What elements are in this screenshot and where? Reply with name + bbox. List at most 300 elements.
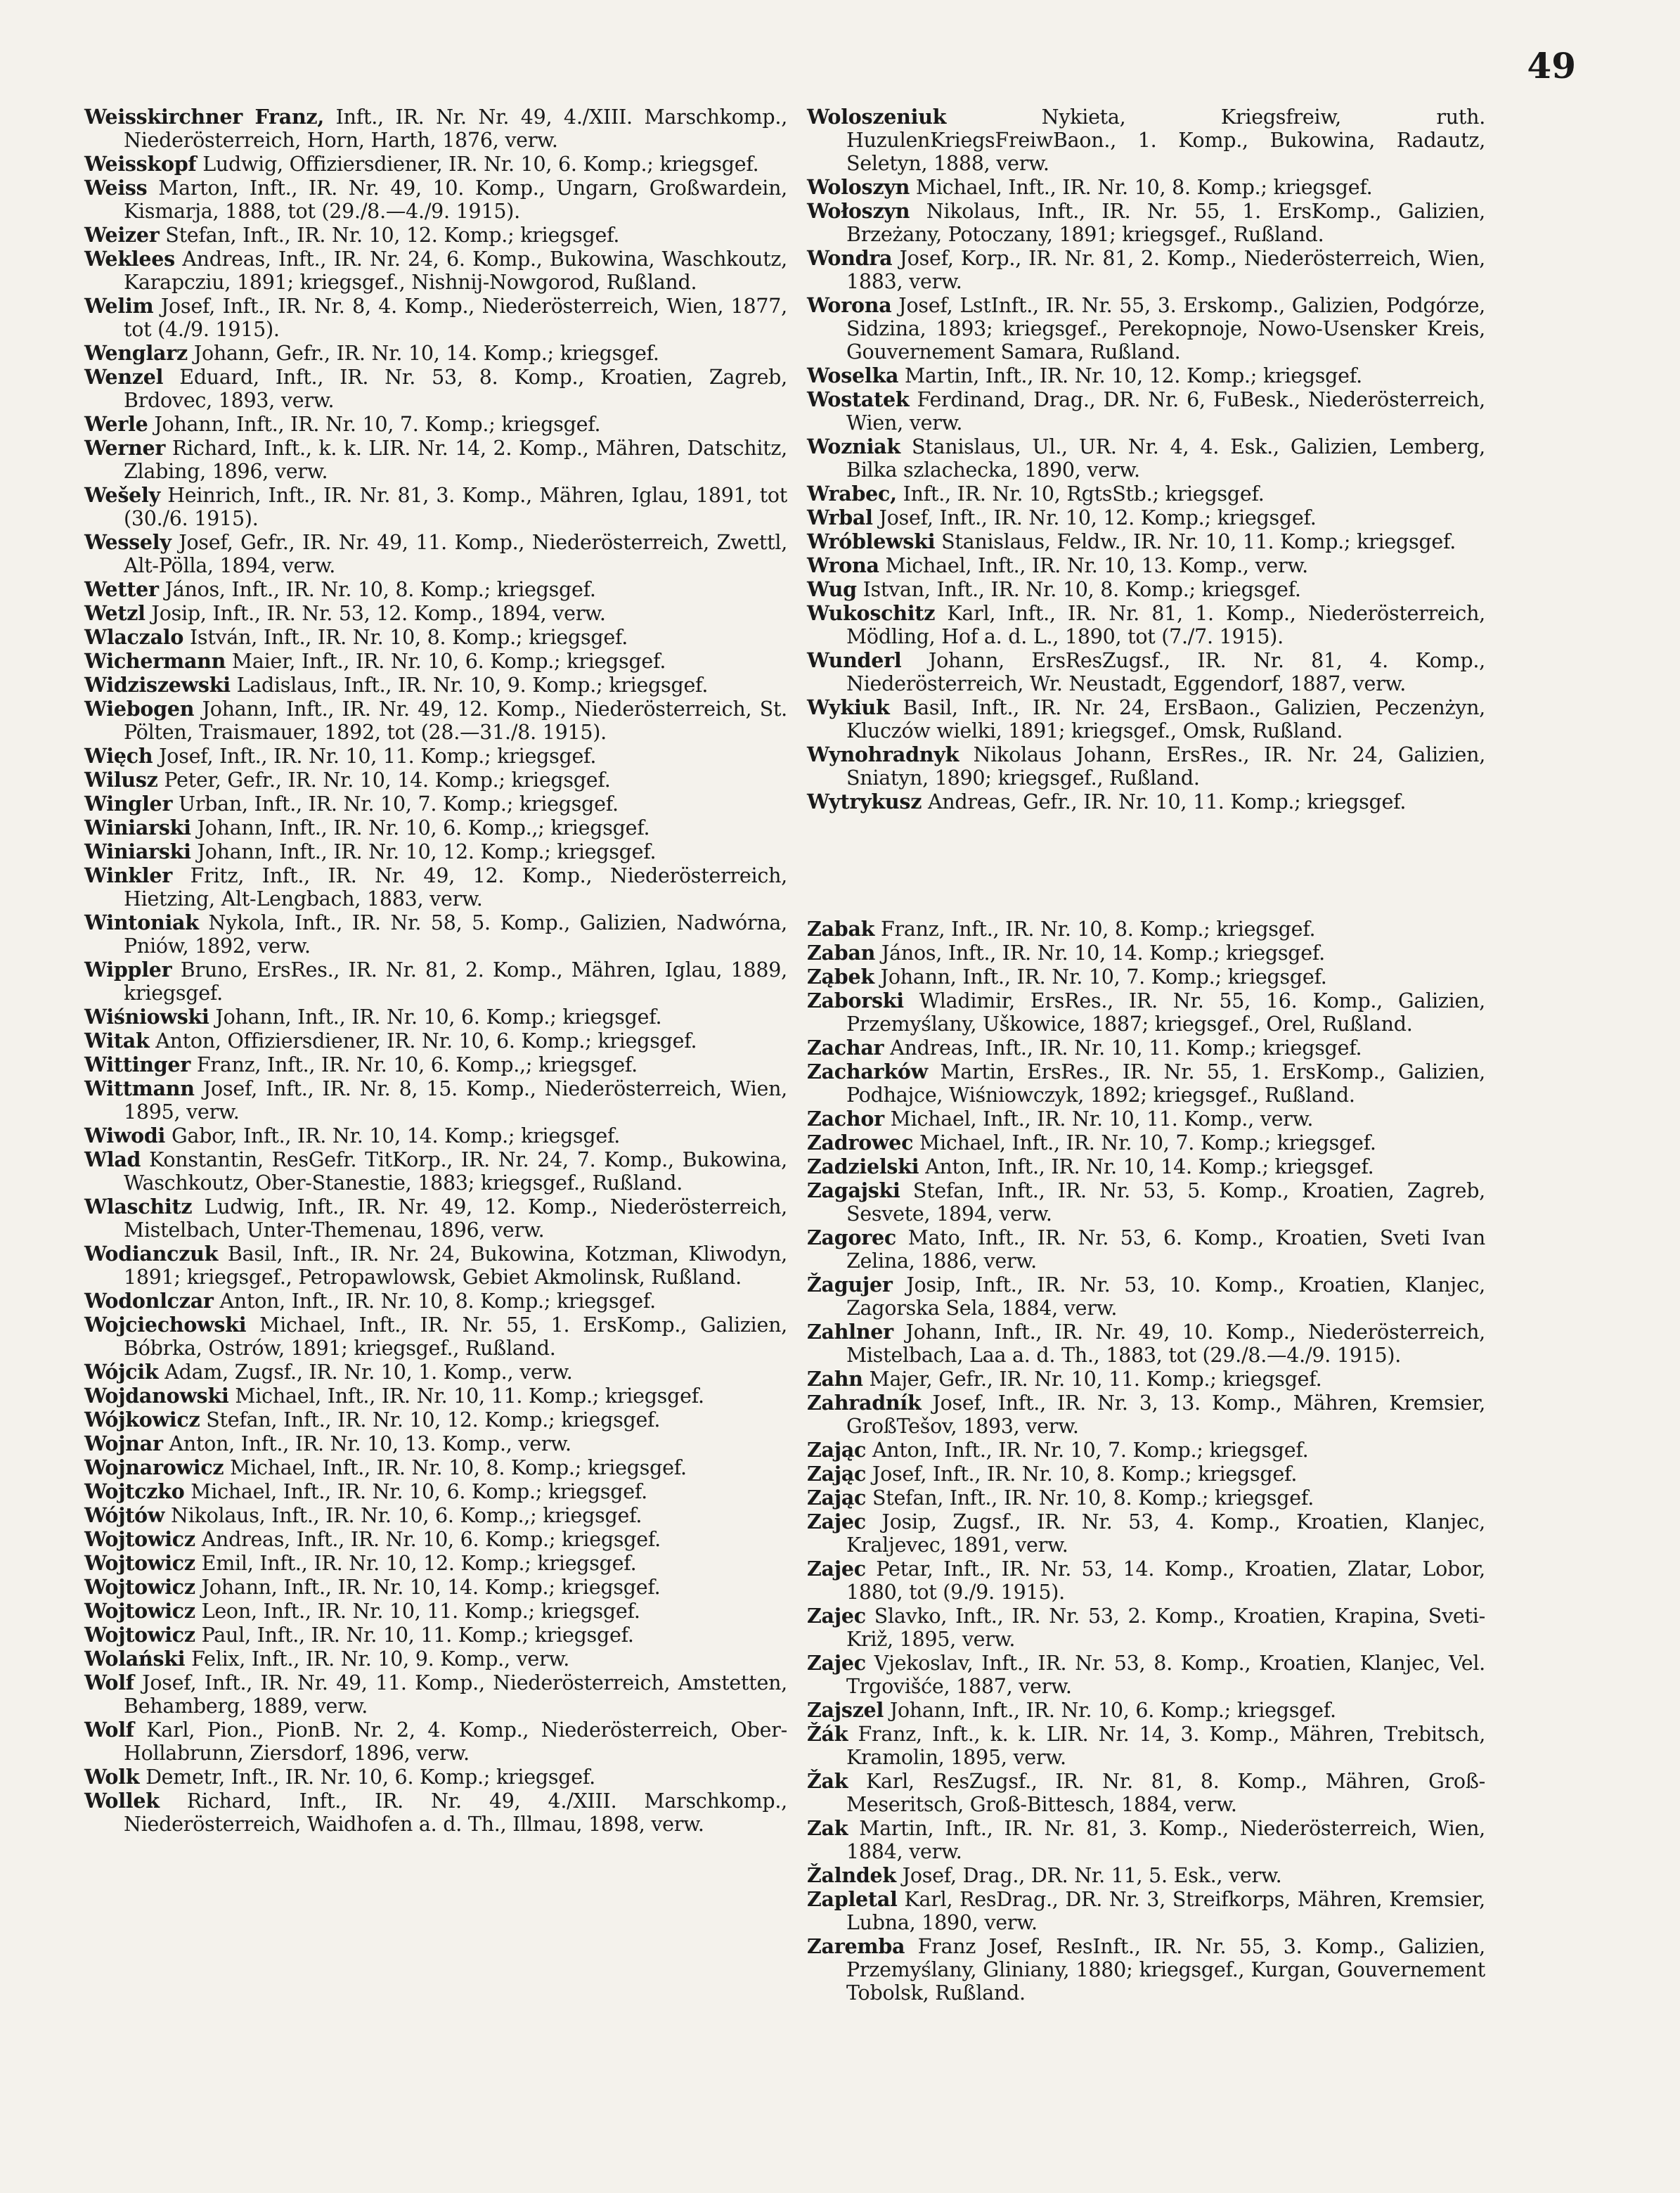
page-number: 49 xyxy=(1527,45,1576,86)
entry-details: Josip, Zugsf., IR. Nr. 53, 4. Komp., Kroatien, Klanjec, Kraljevec, 1891, verw. xyxy=(846,1510,1485,1557)
entry-details: Ladislaus, Inft., IR. Nr. 10, 9. Komp.; kriegsgef. xyxy=(230,674,709,697)
right-column-top xyxy=(807,105,1485,814)
list-entry xyxy=(807,247,1485,293)
entry-surname: Zaborski xyxy=(807,989,904,1012)
list-entry xyxy=(84,1124,787,1147)
list-entry xyxy=(84,1789,787,1836)
entry-surname: Wrbal xyxy=(807,506,873,529)
entry-surname: Wodianczuk xyxy=(84,1242,219,1266)
entry-details: Anton, Inft., IR. Nr. 10, 13. Komp., verw. xyxy=(162,1432,571,1455)
entry-details: Johann, Inft., IR. Nr. 10, 6. Komp.,; kriegsgef. xyxy=(190,816,650,840)
entry-surname: Zajec xyxy=(807,1510,866,1533)
entry-details: Michael, Inft., IR. Nr. 10, 6. Komp.; kriegsgef. xyxy=(184,1480,647,1503)
list-entry xyxy=(84,1718,787,1765)
entry-details: Martin, ErsRes., IR. Nr. 55, 1. ErsKomp., Galizien, Podhajce, Wiśniowczyk, 1892; kriegsgef., Rußland. xyxy=(846,1060,1485,1107)
entry-details: Leon, Inft., IR. Nr. 10, 11. Komp.; kriegsgef. xyxy=(195,1600,640,1623)
list-entry xyxy=(84,366,787,412)
entry-surname: Werle xyxy=(84,412,148,436)
list-entry xyxy=(807,1864,1485,1887)
entry-details: Nykola, Inft., IR. Nr. 58, 5. Komp., Galizien, Nadwórna, Pniów, 1892, verw. xyxy=(124,911,787,958)
list-entry xyxy=(84,1361,787,1384)
entry-details: Johann, Inft., IR. Nr. 10, 6. Komp.; kriegsgef. xyxy=(209,1005,662,1029)
entry-details: Peter, Gefr., IR. Nr. 10, 14. Komp.; kriegsgef. xyxy=(157,768,611,792)
list-entry xyxy=(84,153,787,176)
list-entry xyxy=(84,531,787,577)
list-entry xyxy=(84,864,787,911)
list-entry xyxy=(84,1671,787,1718)
entry-surname: Wessely xyxy=(84,530,172,554)
entry-surname: Wostatek xyxy=(807,387,910,411)
entry-details: Gabor, Inft., IR. Nr. 10, 14. Komp.; kriegsgef. xyxy=(165,1124,621,1147)
entry-surname: Zadrowec xyxy=(807,1131,914,1155)
list-entry xyxy=(807,1699,1485,1722)
entry-surname: Wittinger xyxy=(84,1053,191,1076)
entry-details: Johann, Inft., IR. Nr. 10, 12. Komp.; kriegsgef. xyxy=(190,840,657,863)
entry-details: Josef, Inft., IR. Nr. 8, 15. Komp., Niederösterreich, Wien, 1895, verw. xyxy=(124,1077,787,1124)
entry-surname: Žagujer xyxy=(807,1273,893,1297)
list-entry xyxy=(84,840,787,863)
entry-surname: Zaremba xyxy=(807,1934,905,1958)
entry-surname: Wojdanowski xyxy=(84,1384,229,1408)
entry-surname: Zahn xyxy=(807,1367,863,1391)
list-entry xyxy=(84,1053,787,1076)
entry-details: Wladimir, ErsRes., IR. Nr. 55, 16. Komp., Galizien, Przemyślany, Uškowice, 1887; kriegsgef., Orel, Rußland. xyxy=(846,989,1485,1036)
entry-details: Johann, Inft., IR. Nr. 49, 12. Komp., Niederösterreich, St. Pölten, Traismauer, 1892, tot (28.—31./8. 1915). xyxy=(124,697,787,744)
entry-surname: Zachor xyxy=(807,1107,884,1131)
entry-details: Karl, Pion., PionB. Nr. 2, 4. Komp., Niederösterreich, Ober-Hollabrunn, Ziersdorf, 1896, verw. xyxy=(124,1718,787,1765)
entry-surname: Zak xyxy=(807,1816,848,1840)
list-entry xyxy=(807,435,1485,482)
list-entry xyxy=(807,482,1485,506)
list-entry xyxy=(84,1576,787,1599)
list-entry xyxy=(84,105,787,152)
list-entry xyxy=(807,1107,1485,1131)
list-entry xyxy=(807,1391,1485,1438)
entry-surname: Weklees xyxy=(84,247,175,271)
entry-details: Stanislaus, Ul., UR. Nr. 4, 4. Esk., Galizien, Lemberg, Bilka szlachecka, 1890, verw. xyxy=(846,435,1485,482)
list-entry xyxy=(84,1456,787,1479)
entry-surname: Woloszyn xyxy=(807,175,910,199)
entry-surname: Wojtowicz xyxy=(84,1527,195,1551)
list-entry xyxy=(807,1131,1485,1155)
list-entry xyxy=(84,816,787,840)
entry-details: Michael, Inft., IR. Nr. 55, 1. ErsKomp., Galizien, Bóbrka, Ostrów, 1891; kriegsgef., Rußland. xyxy=(124,1313,787,1360)
entry-surname: Wójkowicz xyxy=(84,1408,200,1432)
entry-details: Josef, Inft., IR. Nr. 10, 11. Komp.; kriegsgef. xyxy=(153,745,597,768)
entry-surname: Wolk xyxy=(84,1765,140,1789)
list-entry xyxy=(84,674,787,697)
list-entry xyxy=(807,918,1485,941)
list-entry xyxy=(84,745,787,768)
entry-details: Mato, Inft., IR. Nr. 53, 6. Komp., Kroatien, Sveti Ivan Zelina, 1886, verw. xyxy=(846,1226,1485,1273)
entry-details: Urban, Inft., IR. Nr. 10, 7. Komp.; kriegsgef. xyxy=(172,792,619,816)
entry-details: Marton, Inft., IR. Nr. 49, 10. Komp., Ungarn, Großwardein, Kismarja, 1888, tot (29./8.—4./9. 1915). xyxy=(124,176,787,223)
list-entry xyxy=(84,1148,787,1195)
entry-surname: Wingler xyxy=(84,792,173,816)
list-entry xyxy=(807,989,1485,1036)
entry-details: Anton, Inft., IR. Nr. 10, 8. Komp.; kriegsgef. xyxy=(213,1290,656,1313)
entry-details: Slavko, Inft., IR. Nr. 53, 2. Komp., Kroatien, Krapina, Sveti-Križ, 1895, verw. xyxy=(846,1604,1485,1651)
entry-details: Josef, Inft., IR. Nr. 8, 4. Komp., Niederösterreich, Wien, 1877, tot (4./9. 1915). xyxy=(124,295,787,341)
list-entry xyxy=(84,697,787,744)
entry-details: Josef, Drag., DR. Nr. 11, 5. Esk., verw. xyxy=(896,1864,1282,1887)
list-entry xyxy=(807,1036,1485,1060)
list-entry xyxy=(84,1005,787,1029)
list-entry xyxy=(84,1195,787,1242)
entry-details: Michael, Inft., IR. Nr. 10, 8. Komp.; kriegsgef. xyxy=(910,176,1373,199)
list-entry xyxy=(84,1552,787,1575)
list-entry xyxy=(84,1408,787,1432)
list-entry xyxy=(84,413,787,436)
entry-surname: Wojtowicz xyxy=(84,1623,195,1647)
entry-surname: Wołoszyn xyxy=(807,199,910,223)
entry-details: Paul, Inft., IR. Nr. 10, 11. Komp.; kriegsgef. xyxy=(195,1623,634,1647)
entry-surname: Zajszel xyxy=(807,1698,884,1722)
entry-surname: Wetter xyxy=(84,577,159,601)
entry-details: Felix, Inft., IR. Nr. 10, 9. Komp., verw. xyxy=(185,1647,569,1671)
entry-details: Karl, ResZugsf., IR. Nr. 81, 8. Komp., Mähren, Groß-Meseritsch, Groß-Bittesch, 1884, verw. xyxy=(846,1770,1485,1816)
list-entry xyxy=(807,743,1485,790)
list-entry xyxy=(807,1888,1485,1934)
list-entry xyxy=(84,958,787,1005)
entry-details: Inft., IR. Nr. Nr. 49, 4./XIII. Marschkomp., Niederösterreich, Horn, Harth, 1876, verw. xyxy=(124,105,788,152)
entry-surname: Welim xyxy=(84,294,154,318)
entry-details: Bruno, ErsRes., IR. Nr. 81, 2. Komp., Mähren, Iglau, 1889, kriegsgef. xyxy=(124,958,787,1005)
list-entry xyxy=(84,650,787,673)
list-entry xyxy=(84,1647,787,1671)
entry-surname: Žalndek xyxy=(807,1863,896,1887)
entry-surname: Woloszeniuk xyxy=(807,105,947,129)
list-entry xyxy=(84,1766,787,1789)
entry-surname: Wrabec, xyxy=(807,482,897,506)
entry-details: Andreas, Inft., IR. Nr. 24, 6. Komp., Bukowina, Waschkoutz, Karapcziu, 1891; kriegsgef., Nishnij-Nowgorod, Rußland. xyxy=(124,247,787,294)
entry-surname: Wodonlczar xyxy=(84,1289,214,1313)
list-entry xyxy=(84,792,787,816)
list-entry xyxy=(84,176,787,223)
entry-surname: Wojnarowicz xyxy=(84,1455,224,1479)
list-entry xyxy=(807,1320,1485,1367)
entry-details: János, Inft., IR. Nr. 10, 8. Komp.; kriegsgef. xyxy=(158,578,596,601)
entry-details: Anton, Offiziersdiener, IR. Nr. 10, 6. Komp.; kriegsgef. xyxy=(149,1029,697,1053)
entry-details: Franz, Inft., IR. Nr. 10, 6. Komp.,; kriegsgef. xyxy=(190,1053,638,1076)
entry-details: Johann, Inft., IR. Nr. 49, 10. Komp., Niederösterreich, Mistelbach, Laa a. d. Th., 1883, tot (29./8.—4./9. 1915). xyxy=(846,1320,1485,1367)
entry-surname: Zahradník xyxy=(807,1391,922,1415)
entry-surname: Wittmann xyxy=(84,1076,195,1100)
entry-details: Karl, ResDrag., DR. Nr. 3, Streifkorps, Mähren, Kremsier, Lubna, 1890, verw. xyxy=(846,1888,1485,1934)
entry-surname: Zagajski xyxy=(807,1178,900,1202)
entry-details: Nykieta, Kriegsfreiw, ruth. HuzulenKriegsFreiwBaon., 1. Komp., Bukowina, Radautz, Seletyn, 1888, verw. xyxy=(846,105,1485,175)
list-entry xyxy=(807,1510,1485,1557)
entry-surname: Zając xyxy=(807,1462,867,1486)
entry-details: Emil, Inft., IR. Nr. 10, 12. Komp.; kriegsgef. xyxy=(195,1552,637,1575)
entry-details: Franz Josef, ResInft., IR. Nr. 55, 3. Komp., Galizien, Przemyślany, Gliniany, 1880; kriegsgef., Kurgan, Gouvernement Tobolsk, Rußland. xyxy=(846,1935,1485,2005)
list-entry xyxy=(84,1480,787,1503)
entry-surname: Žák xyxy=(807,1722,848,1746)
entry-details: Nikolaus, Inft., IR. Nr. 55, 1. ErsKomp., Galizien, Brzeżany, Potoczany, 1891; kriegsgef., Rußland. xyxy=(846,200,1485,246)
entry-surname: Weizer xyxy=(84,223,160,247)
entry-surname: Wynohradnyk xyxy=(807,742,959,766)
entry-surname: Wintoniak xyxy=(84,911,199,934)
entry-surname: Wondra xyxy=(807,246,893,270)
entry-details: Andreas, Inft., IR. Nr. 10, 11. Komp.; kriegsgef. xyxy=(884,1036,1362,1060)
entry-surname: Wójcik xyxy=(84,1360,159,1384)
entry-details: Ludwig, Offiziersdiener, IR. Nr. 10, 6. Komp.; kriegsgef. xyxy=(196,153,759,176)
entry-surname: Wojtczko xyxy=(84,1479,185,1503)
list-entry xyxy=(84,247,787,294)
entry-surname: Wunderl xyxy=(807,648,902,672)
entry-surname: Woselka xyxy=(807,364,899,387)
list-entry xyxy=(84,602,787,625)
list-entry xyxy=(84,1504,787,1527)
entry-surname: Wukoschitz xyxy=(807,601,936,625)
entry-surname: Wenglarz xyxy=(84,341,188,365)
entry-details: Nikolaus, Inft., IR. Nr. 10, 6. Komp.,; kriegsgef. xyxy=(164,1504,642,1527)
list-entry xyxy=(807,554,1485,577)
entry-surname: Wróblewski xyxy=(807,529,936,553)
entry-surname: Wiwodi xyxy=(84,1124,166,1147)
list-entry xyxy=(84,1528,787,1551)
list-entry xyxy=(84,1600,787,1623)
entry-surname: Zadzielski xyxy=(807,1155,919,1178)
entry-details: Richard, Inft., IR. Nr. 49, 4./XIII. Marschkomp., Niederösterreich, Waidhofen a. d. Th., Illmau, 1898, verw. xyxy=(124,1789,787,1836)
entry-surname: Wiebogen xyxy=(84,697,195,721)
list-entry xyxy=(84,484,787,530)
entry-details: Eduard, Inft., IR. Nr. 53, 8. Komp., Kroatien, Zagreb, Brdovec, 1893, verw. xyxy=(124,366,787,412)
entry-details: Josef, Inft., IR. Nr. 49, 11. Komp., Niederösterreich, Amstetten, Behamberg, 1889, verw. xyxy=(124,1671,787,1718)
entry-surname: Zahlner xyxy=(807,1320,893,1344)
list-entry xyxy=(807,1486,1485,1510)
entry-surname: Wykiuk xyxy=(807,695,890,719)
list-entry xyxy=(807,364,1485,387)
list-entry xyxy=(807,1817,1485,1863)
list-entry xyxy=(807,506,1485,529)
entry-details: Inft., IR. Nr. 10, RgtsStb.; kriegsgef. xyxy=(896,482,1265,506)
entry-surname: Žak xyxy=(807,1769,848,1793)
entry-surname: Wiśniowski xyxy=(84,1005,209,1029)
list-entry xyxy=(807,649,1485,695)
entry-details: Josef, Gefr., IR. Nr. 49, 11. Komp., Niederösterreich, Zwettl, Alt-Pölla, 1894, verw. xyxy=(124,531,787,577)
entry-surname: Wojtowicz xyxy=(84,1599,195,1623)
entry-details: Stefan, Inft., IR. Nr. 10, 12. Komp.; kriegsgef. xyxy=(159,224,620,247)
entry-details: Demetr, Inft., IR. Nr. 10, 6. Komp.; kriegsgef. xyxy=(139,1766,595,1789)
list-entry xyxy=(807,941,1485,965)
list-entry xyxy=(84,1077,787,1124)
entry-surname: Zagorec xyxy=(807,1226,896,1249)
entry-surname: Wichermann xyxy=(84,649,226,673)
list-entry xyxy=(807,1273,1485,1320)
entry-surname: Weisskopf xyxy=(84,152,197,176)
list-entry xyxy=(807,1462,1485,1486)
list-entry xyxy=(807,578,1485,601)
entry-details: Michael, Inft., IR. Nr. 10, 7. Komp.; kriegsgef. xyxy=(913,1131,1376,1155)
entry-surname: Weisskirchner Franz, xyxy=(84,105,325,129)
entry-details: Michael, Inft., IR. Nr. 10, 8. Komp.; kriegsgef. xyxy=(224,1456,687,1479)
entry-surname: Weiss xyxy=(84,176,148,200)
entry-details: Michael, Inft., IR. Nr. 10, 11. Komp., verw. xyxy=(884,1107,1314,1131)
entry-surname: Więch xyxy=(84,744,153,768)
entry-details: Johann, Inft., IR. Nr. 10, 7. Komp.; kriegsgef. xyxy=(148,413,601,436)
entry-details: Nikolaus Johann, ErsRes., IR. Nr. 24, Galizien, Sniatyn, 1890; kriegsgef., Rußland. xyxy=(846,743,1485,790)
entry-surname: Zajec xyxy=(807,1557,866,1581)
entry-surname: Wlad xyxy=(84,1147,141,1171)
list-entry xyxy=(84,1432,787,1455)
list-entry xyxy=(807,1155,1485,1178)
entry-details: Josef, Inft., IR. Nr. 10, 8. Komp.; kriegsgef. xyxy=(866,1462,1298,1486)
entry-surname: Wójtów xyxy=(84,1503,165,1527)
entry-details: Johann, Gefr., IR. Nr. 10, 14. Komp.; kriegsgef. xyxy=(187,342,659,365)
entry-details: Franz, Inft., IR. Nr. 10, 8. Komp.; kriegsgef. xyxy=(874,918,1316,941)
list-entry xyxy=(807,1604,1485,1651)
list-entry xyxy=(807,965,1485,989)
entry-details: Josef, LstInft., IR. Nr. 55, 3. Erskomp., Galizien, Podgórze, Sidzina, 1893; kriegsgef., Perekopnoje, Nowo-Usensker Kreis, Gouvernement Samara, Rußland. xyxy=(846,294,1485,364)
list-entry xyxy=(807,696,1485,742)
list-entry xyxy=(84,626,787,649)
entry-details: Johann, Inft., IR. Nr. 10, 6. Komp.; kriegsgef. xyxy=(884,1699,1336,1722)
entry-surname: Winiarski xyxy=(84,816,191,840)
entry-details: Franz, Inft., k. k. LIR. Nr. 14, 3. Komp., Mähren, Trebitsch, Kramolin, 1895, verw. xyxy=(846,1723,1485,1769)
entry-surname: Wojtowicz xyxy=(84,1575,195,1599)
entry-details: Johann, ErsResZugsf., IR. Nr. 81, 4. Komp., Niederösterreich, Wr. Neustadt, Eggendorf, 1887, verw. xyxy=(846,649,1485,695)
list-entry xyxy=(807,1770,1485,1816)
entry-surname: Wlaschitz xyxy=(84,1195,193,1218)
entry-details: Andreas, Gefr., IR. Nr. 10, 11. Komp.; kriegsgef. xyxy=(922,790,1407,813)
entry-details: Istvan, Inft., IR. Nr. 10, 8. Komp.; kriegsgef. xyxy=(856,578,1301,601)
entry-surname: Winiarski xyxy=(84,840,191,863)
entry-details: Anton, Inft., IR. Nr. 10, 14. Komp.; kriegsgef. xyxy=(919,1155,1374,1178)
list-entry xyxy=(84,1242,787,1289)
list-entry xyxy=(84,1623,787,1647)
entry-surname: Zabak xyxy=(807,917,875,941)
list-entry xyxy=(807,105,1485,175)
entry-details: Heinrich, Inft., IR. Nr. 81, 3. Komp., Mähren, Iglau, 1891, tot (30./6. 1915). xyxy=(124,484,787,530)
list-entry xyxy=(84,578,787,601)
entry-surname: Werner xyxy=(84,436,166,460)
entry-details: Basil, Inft., IR. Nr. 24, ErsBaon., Galizien, Peczenżyn, Kluczów wielki, 1891; kriegsgef., Omsk, Rußland. xyxy=(846,696,1485,742)
entry-surname: Wojtowicz xyxy=(84,1551,195,1575)
list-entry xyxy=(84,342,787,365)
list-entry xyxy=(807,1557,1485,1604)
entry-details: Petar, Inft., IR. Nr. 53, 14. Komp., Kroatien, Zlatar, Lobor, 1880, tot (9./9. 1915). xyxy=(846,1557,1485,1604)
entry-details: Richard, Inft., k. k. LIR. Nr. 14, 2. Komp., Mähren, Datschitz, Zlabing, 1896, verw. xyxy=(124,437,787,483)
entry-details: Fritz, Inft., IR. Nr. 49, 12. Komp., Niederösterreich, Hietzing, Alt-Lengbach, 1883, verw. xyxy=(124,864,787,911)
entry-details: Stefan, Inft., IR. Nr. 10, 8. Komp.; kriegsgef. xyxy=(866,1486,1314,1510)
list-entry xyxy=(84,1029,787,1053)
entry-surname: Wolf xyxy=(84,1671,134,1694)
entry-surname: Zajec xyxy=(807,1604,866,1628)
entry-details: Stefan, Inft., IR. Nr. 53, 5. Komp., Kroatien, Zagreb, Sesvete, 1894, verw. xyxy=(846,1179,1485,1226)
entry-surname: Zaban xyxy=(807,941,876,965)
entry-surname: Wrona xyxy=(807,553,879,577)
entry-surname: Zapletal xyxy=(807,1887,898,1911)
entry-surname: Wollek xyxy=(84,1789,160,1813)
entry-surname: Zajec xyxy=(807,1651,866,1675)
entry-surname: Wolański xyxy=(84,1647,186,1671)
entry-details: Stefan, Inft., IR. Nr. 10, 12. Komp.; kriegsgef. xyxy=(200,1408,661,1432)
list-entry xyxy=(84,437,787,483)
entry-surname: Zachar xyxy=(807,1036,884,1060)
list-entry xyxy=(807,200,1485,246)
entry-surname: Witak xyxy=(84,1029,150,1053)
entry-surname: Widziszewski xyxy=(84,673,231,697)
entry-details: Josef, Korp., IR. Nr. 81, 2. Komp., Niederösterreich, Wien, 1883, verw. xyxy=(846,247,1485,293)
entry-details: Martin, Inft., IR. Nr. 81, 3. Komp., Niederösterreich, Wien, 1884, verw. xyxy=(846,1817,1485,1863)
list-entry xyxy=(807,1439,1485,1462)
entry-surname: Ząbek xyxy=(807,965,874,989)
list-entry xyxy=(84,1384,787,1408)
list-entry xyxy=(807,176,1485,199)
entry-details: István, Inft., IR. Nr. 10, 8. Komp.; kriegsgef. xyxy=(183,626,628,649)
entry-details: Ferdinand, Drag., DR. Nr. 6, FuBesk., Niederösterreich, Wien, verw. xyxy=(846,388,1485,435)
entry-details: Majer, Gefr., IR. Nr. 10, 11. Komp.; kriegsgef. xyxy=(862,1368,1322,1391)
list-entry xyxy=(807,1060,1485,1107)
entry-surname: Wozniak xyxy=(807,435,900,458)
entry-details: Johann, Inft., IR. Nr. 10, 7. Komp.; kriegsgef. xyxy=(874,965,1327,989)
entry-surname: Winkler xyxy=(84,863,173,887)
entry-surname: Wlaczalo xyxy=(84,625,184,649)
list-entry xyxy=(807,1652,1485,1698)
list-entry xyxy=(84,1290,787,1313)
entry-details: Adam, Zugsf., IR. Nr. 10, 1. Komp., verw. xyxy=(158,1361,573,1384)
entry-surname: Worona xyxy=(807,293,892,317)
entry-surname: Wytrykusz xyxy=(807,790,922,813)
entry-details: Konstantin, ResGefr. TitKorp., IR. Nr. 24, 7. Komp., Bukowina, Waschkoutz, Ober-Stanestie, 1883; kriegsgef., Rußland. xyxy=(124,1148,787,1195)
entry-details: Josip, Inft., IR. Nr. 53, 12. Komp., 1894, verw. xyxy=(145,602,606,625)
entry-details: Stanislaus, Feldw., IR. Nr. 10, 11. Komp.; kriegsgef. xyxy=(935,530,1456,553)
list-entry xyxy=(807,1368,1485,1391)
entry-surname: Wenzel xyxy=(84,365,164,389)
entry-details: János, Inft., IR. Nr. 10, 14. Komp.; kriegsgef. xyxy=(875,941,1325,965)
entry-surname: Zacharków xyxy=(807,1060,928,1083)
entry-details: Karl, Inft., IR. Nr. 81, 1. Komp., Niederösterreich, Mödling, Hof a. d. L., 1890, tot (7./7. 1915). xyxy=(846,602,1485,648)
left-column xyxy=(84,105,787,1837)
entry-details: Johann, Inft., IR. Nr. 10, 14. Komp.; kriegsgef. xyxy=(195,1576,661,1599)
entry-details: Josip, Inft., IR. Nr. 53, 10. Komp., Kroatien, Klanjec, Zagorska Sela, 1884, verw. xyxy=(846,1273,1485,1320)
entry-surname: Wetzl xyxy=(84,601,146,625)
entry-surname: Wug xyxy=(807,577,857,601)
entry-details: Michael, Inft., IR. Nr. 10, 13. Komp., verw. xyxy=(879,554,1308,577)
list-entry xyxy=(807,1935,1485,2005)
entry-surname: Wojciechowski xyxy=(84,1313,247,1337)
entry-surname: Wilusz xyxy=(84,768,158,792)
list-entry xyxy=(84,1313,787,1360)
list-entry xyxy=(84,768,787,792)
list-entry xyxy=(84,911,787,958)
entry-surname: Wojnar xyxy=(84,1432,163,1455)
list-entry xyxy=(807,530,1485,553)
entry-surname: Zając xyxy=(807,1438,867,1462)
entry-details: Josef, Inft., IR. Nr. 10, 12. Komp.; kriegsgef. xyxy=(872,506,1317,529)
list-entry xyxy=(84,224,787,247)
entry-details: Michael, Inft., IR. Nr. 10, 11. Komp.; kriegsgef. xyxy=(228,1384,704,1408)
entry-details: Anton, Inft., IR. Nr. 10, 7. Komp.; kriegsgef. xyxy=(866,1439,1309,1462)
entry-surname: Wippler xyxy=(84,958,172,982)
list-entry xyxy=(84,295,787,341)
list-entry xyxy=(807,1226,1485,1273)
list-entry xyxy=(807,602,1485,648)
list-entry xyxy=(807,790,1485,813)
entry-surname: Wešely xyxy=(84,483,160,507)
entry-surname: Zając xyxy=(807,1486,867,1510)
list-entry xyxy=(807,294,1485,364)
entry-details: Josef, Inft., IR. Nr. 3, 13. Komp., Mähren, Kremsier, GroßTešov, 1893, verw. xyxy=(846,1391,1485,1438)
entry-details: Andreas, Inft., IR. Nr. 10, 6. Komp.; kriegsgef. xyxy=(195,1528,661,1551)
entry-details: Ludwig, Inft., IR. Nr. 49, 12. Komp., Niederösterreich, Mistelbach, Unter-Themenau, 1896, verw. xyxy=(124,1195,787,1242)
entry-details: Basil, Inft., IR. Nr. 24, Bukowina, Kotzman, Kliwodyn, 1891; kriegsgef., Petropawlowsk, Gebiet Akmolinsk, Rußland. xyxy=(124,1242,787,1289)
list-entry xyxy=(807,1179,1485,1226)
entry-details: Maier, Inft., IR. Nr. 10, 6. Komp.; kriegsgef. xyxy=(226,650,666,673)
list-entry xyxy=(807,388,1485,435)
right-column-bottom xyxy=(807,918,1485,2005)
